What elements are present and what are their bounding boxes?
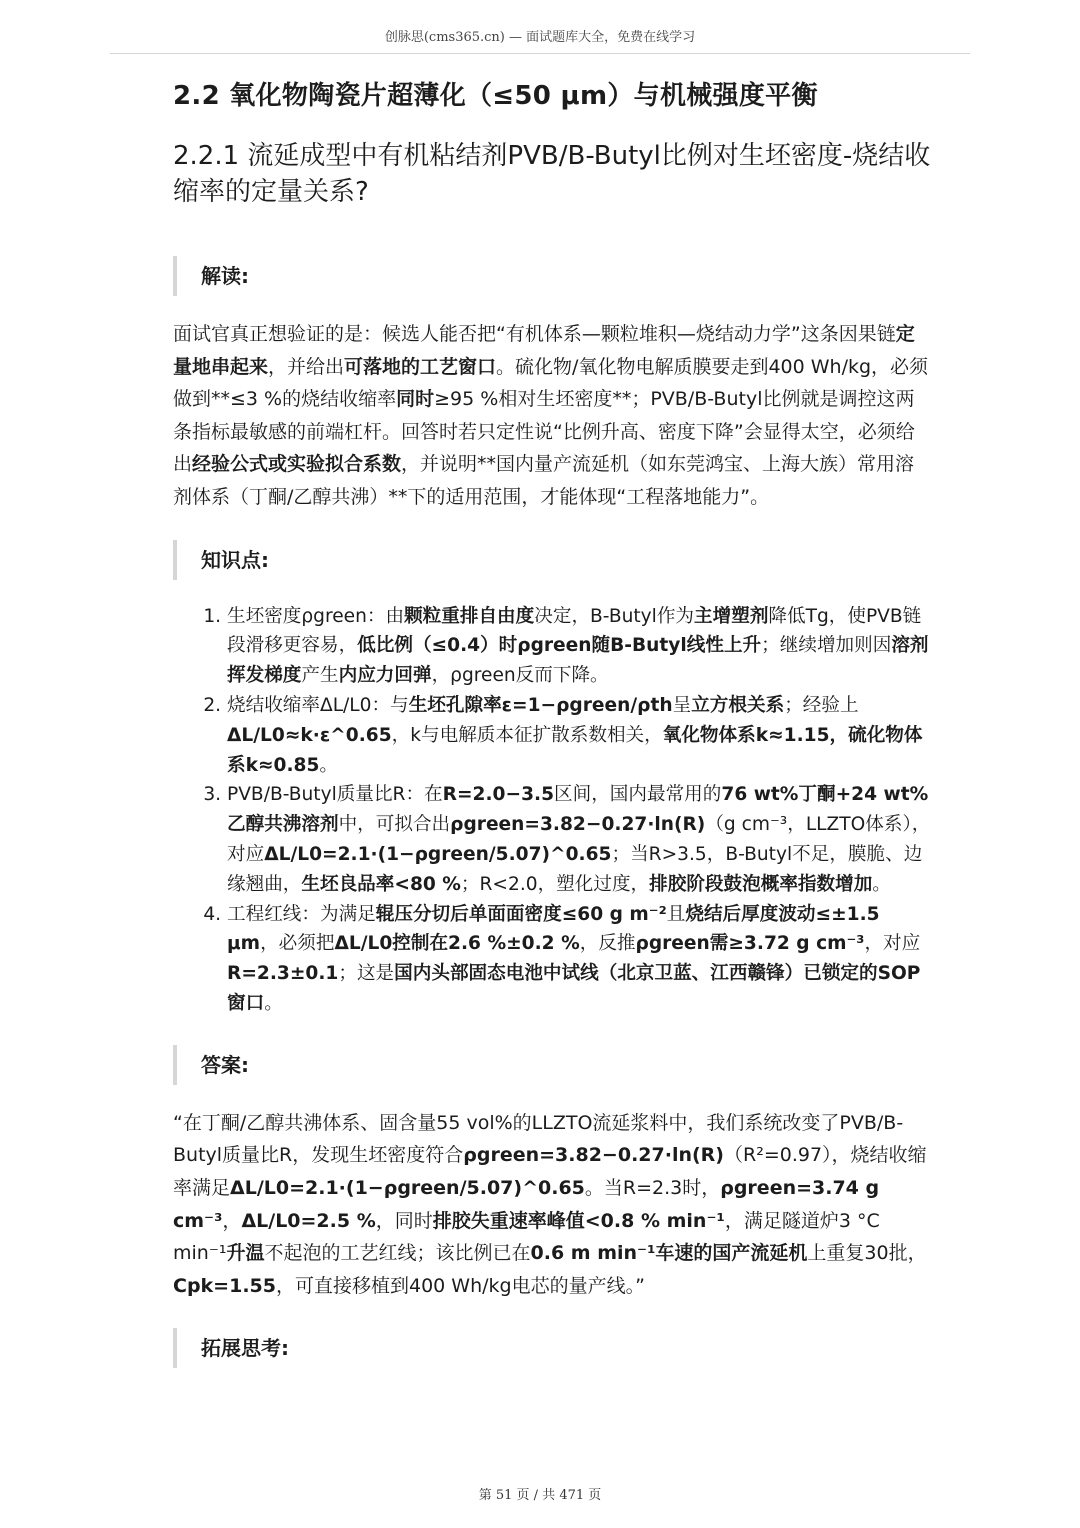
interpretation-paragraph: 面试官真正想验证的是：候选人能否把“有机体系—颗粒堆积—烧结动力学”这条因果链定量地串起来，并给出可落地的工艺窗口。硫化物/氧化物电解质膜要走到400 Wh/kg，必须做到**≤3 %的烧结收缩率同时≥95 %相对生坯密度**；PVB/B-Butyl比例就是调控这两条指标最敏感的前端杠杆。回答时若只定性说“比例升高、密度下降”会显得太空，必须给出经验公式或实验拟合系数，并说明**国内量产流延机（如东莞鸿宝、上海大族）常用溶剂体系（丁酮/乙醇共沸）**下的适用范围，才能体现“工程落地能力”。 [173,323,929,508]
knowledge-heading: 知识点: [173,540,933,580]
question-title: 2.2.1 流延成型中有机粘结剂PVB/B-Butyl比例对生坯密度-烧结收缩率的定量关系? [173,141,931,207]
section-title: 2.2 氧化物陶瓷片超薄化（≤50 μm）与机械强度平衡 [173,81,818,111]
list-item: 2. 烧结收缩率ΔL/L0：与生坯孔隙率ε=1−ρgreen/ρth呈立方根关系；经验上ΔL/L0≈k·ε^0.65，k与电解质本征扩散系数相关，氧化物体系k≈1.15，硫化物体系k≈0.85。 [227,691,933,780]
page-footer: 第 51 页 / 共 471 页 [478,1488,602,1503]
list-item: 4. 工程红线：为满足辊压分切后单面面密度≤60 g m⁻²且烧结后厚度波动≤±1.5 μm，必须把ΔL/L0控制在2.6 %±0.2 %，反推ρgreen需≥3.72 g cm⁻³，对应R=2.3±0.1；这是国内头部固态电池中试线（北京卫蓝、江西赣锋）已锁定的SOP窗口。 [227,900,933,1019]
list-item: 3. PVB/B-Butyl质量比R：在R=2.0−3.5区间，国内最常用的76 wt%丁酮+24 wt%乙醇共沸溶剂中，可拟合出ρgreen=3.82−0.27·ln(R)（g cm⁻³，LLZTO体系），对应ΔL/L0=2.1·(1−ρgreen/5.07)^0.65；当R>3.5，B-Butyl不足，膜脆、边缘翘曲，生坯良品率<80 %；R<2.0，塑化过度，排胶阶段鼓泡概率指数增加。 [227,780,933,899]
extension-heading: 拓展思考: [173,1328,933,1368]
list-item: 1. 生坯密度ρgreen：由颗粒重排自由度决定，B-Butyl作为主增塑剂降低Tg，使PVB链段滑移更容易，低比例（≤0.4）时ρgreen随B-Butyl线性上升；继续增加则因溶剂挥发梯度产生内应力回弹，ρgreen反而下降。 [227,602,933,691]
knowledge-list [173,602,933,1019]
answer-heading: 答案: [173,1045,933,1085]
interpretation-heading: 解读: [173,256,933,296]
page-header: 创脉思(cms365.cn) — 面试题库大全，免费在线学习 [384,30,696,45]
header-divider [110,53,970,54]
answer-paragraph: “在丁酮/乙醇共沸体系、固含量55 vol%的LLZTO流延浆料中，我们系统改变了PVB/B-Butyl质量比R，发现生坯密度符合ρgreen=3.82−0.27·ln(R)（R²=0.97），烧结收缩率满足ΔL/L0=2.1·(1−ρgreen/5.07)^0.65。当R=2.3时，ρgreen=3.74 g cm⁻³，ΔL/L0=2.5 %，同时排胶失重速率峰值<0.8 % min⁻¹，满足隧道炉3 °C min⁻¹升温不起泡的工艺红线；该比例已在0.6 m min⁻¹车速的国产流延机上重复30批，Cpk=1.55，可直接移植到400 Wh/kg电芯的量产线。” [173,1111,927,1297]
document-body [173,76,933,1390]
